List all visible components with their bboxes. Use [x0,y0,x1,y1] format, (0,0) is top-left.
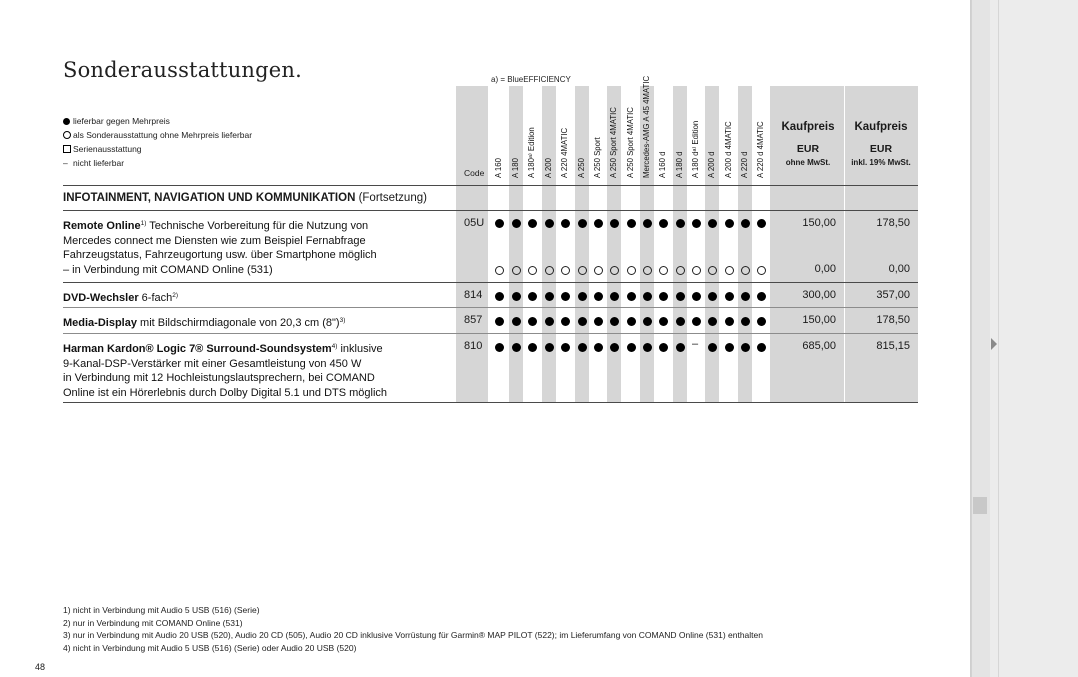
available-dot-icon [544,316,554,326]
available-dot-icon [626,316,636,326]
table-rule [63,402,918,403]
available-dot-icon [691,291,701,301]
available-dot-icon [675,218,685,228]
no-charge-circle-icon [609,265,619,275]
column-shade [705,86,719,403]
available-dot-icon [658,316,668,326]
no-charge-circle-icon [724,265,734,275]
available-dot-icon [511,342,521,352]
option-code: 05U [464,217,485,229]
no-charge-circle-icon [675,265,685,275]
available-dot-icon [658,342,668,352]
available-dot-icon [724,218,734,228]
available-dot-icon [626,342,636,352]
available-dot-icon [675,316,685,326]
available-dot-icon [642,316,652,326]
no-charge-circle-icon [560,265,570,275]
no-charge-circle-icon [527,265,537,275]
price-net: 150,00 [802,217,836,229]
filled-dot-icon [63,118,70,125]
price-net-header: Kaufpreis EUR ohne MwSt. [781,121,835,167]
option-code: 814 [464,289,483,301]
table-row: Remote Online$^{1)}$ Technische Vorbereitung für die Nutzung von Mercedes connect me Diensten wie zum Beispiel Fernabfrage Fahrzeugstatus, Fahrzeugortung usw. über Smartphone möglich – in Verbindung mit COMAND Online (531) [63,220,377,276]
available-dot-icon [707,291,717,301]
available-dot-icon [740,291,750,301]
price-gross: 357,00 [876,289,910,301]
available-dot-icon [577,291,587,301]
available-dot-icon [642,342,652,352]
legend-item: – nicht lieferbar [63,158,125,168]
price-net: 685,00 [802,340,836,352]
code-header: Code [464,168,485,178]
available-dot-icon [527,218,537,228]
open-circle-icon [63,131,71,139]
footnotes: 1) nicht in Verbindung mit Audio 5 USB (516) (Serie) 2) nur in Verbindung mit COMAND Online (531) 3) nur in Verbindung mit Audio 20 USB (520), Audio 20 CD (505), Audio 20 CD inklusive Vorrüstung für Garmin® MAP PILOT (522); im Lieferumfang von COMAND Online (531) enthalten 4) nicht in Verbindung mit Audio 5 USB (516) (Serie) oder Audio 20 USB (520) [63,605,763,653]
available-dot-icon [691,218,701,228]
available-dot-icon [756,218,766,228]
table-rule [63,307,918,308]
available-dot-icon [724,316,734,326]
available-dot-icon [675,291,685,301]
no-charge-circle-icon [626,265,636,275]
no-charge-circle-icon [707,265,717,275]
no-charge-circle-icon [577,265,587,275]
available-dot-icon [756,316,766,326]
option-code: 810 [464,340,483,352]
available-dot-icon [691,316,701,326]
no-charge-circle-icon [691,265,701,275]
available-dot-icon [494,291,504,301]
column-shade [575,86,589,403]
table-rule [63,210,918,211]
available-dot-icon [658,291,668,301]
no-charge-circle-icon [511,265,521,275]
divider [998,0,999,677]
available-dot-icon [642,218,652,228]
table-row: DVD-Wechsler 6-fach$^{2)}$ [63,292,179,304]
available-dot-icon [707,218,717,228]
available-dot-icon [593,291,603,301]
available-dot-icon [527,291,537,301]
available-dot-icon [724,291,734,301]
available-dot-icon [560,316,570,326]
available-dot-icon [544,218,554,228]
price-gross-header: Kaufpreis EUR inkl. 19% MwSt. [851,121,911,167]
next-page-arrow-icon[interactable] [991,338,997,350]
available-dot-icon [756,291,766,301]
available-dot-icon [560,342,570,352]
legend-item: Serienausstattung [63,142,252,156]
not-available-dash [691,342,701,352]
no-charge-circle-icon [756,265,766,275]
price-gross: 0,00 [888,263,910,275]
square-icon [63,145,71,153]
available-dot-icon [675,342,685,352]
available-dot-icon [658,218,668,228]
available-dot-icon [609,218,619,228]
page-number: 48 [35,662,46,672]
available-dot-icon [740,316,750,326]
available-dot-icon [577,218,587,228]
column-shade [673,86,687,403]
available-dot-icon [527,316,537,326]
price-gross: 178,50 [876,314,910,326]
price-net: 150,00 [802,314,836,326]
available-dot-icon [740,342,750,352]
option-code: 857 [464,314,483,326]
available-dot-icon [527,342,537,352]
table-row: Media-Display mit Bildschirmdiagonale von 20,3 cm (8")$^{3)}$ [63,317,346,329]
available-dot-icon [494,316,504,326]
column-shade [509,86,523,403]
available-dot-icon [560,218,570,228]
available-dot-icon [740,218,750,228]
no-charge-circle-icon [544,265,554,275]
available-dot-icon [544,291,554,301]
available-dot-icon [609,291,619,301]
available-dot-icon [544,342,554,352]
no-charge-circle-icon [658,265,668,275]
table-row: Harman Kardon® Logic 7® Surround-Soundsystem$^{4)}$ inklusive 9-Kanal-DSP-Verstärker mit einer Gesamtleistung von 450 W in Verbindung mit 12 Hochleistungslautsprechern, bei COMAND Online ist ein Hörerlebnis durch Dolby Digital 5.1 und DTS möglich [63,343,388,399]
available-dot-icon [724,342,734,352]
available-dot-icon [593,218,603,228]
available-dot-icon [707,316,717,326]
available-dot-icon [609,316,619,326]
page-title: Sonderausstattungen. [63,58,303,82]
column-shade [738,86,752,403]
code-column-shade [456,86,488,403]
available-dot-icon [494,342,504,352]
table-rule [63,333,918,334]
available-dot-icon [642,291,652,301]
price-gross: 178,50 [876,217,910,229]
available-dot-icon [707,342,717,352]
no-charge-circle-icon [494,265,504,275]
no-charge-circle-icon [593,265,603,275]
price-net: 0,00 [814,263,836,275]
available-dot-icon [593,316,603,326]
available-dot-icon [560,291,570,301]
available-dot-icon [511,291,521,301]
blueefficiency-note: a) = BlueEFFICIENCY [491,75,571,84]
legend-item: als Sonderausstattung ohne Mehrpreis lieferbar [63,128,252,142]
available-dot-icon [511,316,521,326]
available-dot-icon [577,342,587,352]
section-heading: INFOTAINMENT, NAVIGATION UND KOMMUNIKATION (Fortsetzung) [63,192,427,204]
column-shade [542,86,556,403]
document-page: Sonderausstattungen. lieferbar gegen Mehrpreis als Sonderausstattung ohne Mehrpreis lieferbar Serienausstattung – nicht lieferbar a) = BlueEFFICIENCY Code A 160 A 180 A 180ᵃ⁾ Edition A 200 A 220 4MATIC A 250 A 250 Sport A 250 Sport 4MATIC A 250 Sport 4MATIC Mercedes-AMG A 45 4MATIC A 160 d A 180 d A 180 dᵃ⁾ Edition A 200 d A 200 d 4MATIC A 220 d A 220 d 4MATIC Kaufpreis EUR ohne MwSt. Kaufpreis EUR inkl. 19% MwSt. INFOTAINMENT, NAVIGATION UND KOMMUNIKATION (Fortsetzung) Remote Online$^{1)}$ Technische Vorbereitung für die Nutzung von Mercedes connect me Diensten wie zum Beispiel Fernabfrage Fahrzeugstatus, Fahrzeugortung usw. über Smartphone möglich – in Verbindung mit COMAND Online (531) 05U 150,00 178,50 0,00 0,00 DVD-Wechsler 6-fach$^{2)}$ 814 300,00 357,00 Media-Display mit Bildschirmdiagonale von 20,3 cm (8")$^{3)}$ 857 150,00 178,50 Harman Kardon® Logic 7® Surround-Soundsystem$^{4)}$ inklusive 9-Kanal-DSP-Verstärker mit einer Gesamtleistung von 450 W in Verbindung mit 12 Hochleistungslautsprechern, bei COMAND Online ist ein Hörerlebnis durch Dolby Digital 5.1 und DTS möglich 810 685,00 815,15 – 1) nicht in Verbindung mit Audio 5 USB (516) (Serie) 2) nur in Verbindung mit COMAND Online (531) 3) nur in Verbindung mit Audio 20 USB (520), Audio 20 CD (505), Audio 20 CD inklusive Vorrüstung für Garmin® MAP PILOT (522); im Lieferumfang von COMAND Online (531) enthalten 4) nicht in Verbindung mit Audio 5 USB (516) (Serie) oder Audio 20 USB (520) 48 [0,0,971,677]
available-dot-icon [756,342,766,352]
available-dot-icon [626,218,636,228]
table-rule [63,185,918,186]
available-dot-icon [511,218,521,228]
no-charge-circle-icon [642,265,652,275]
price-gross: 815,15 [876,340,910,352]
price-net: 300,00 [802,289,836,301]
available-dot-icon [626,291,636,301]
vertical-scrollbar[interactable] [971,0,990,677]
no-charge-circle-icon [740,265,750,275]
scrollbar-thumb[interactable] [973,497,987,514]
legend [63,114,252,170]
available-dot-icon [494,218,504,228]
available-dot-icon [577,316,587,326]
legend-item: lieferbar gegen Mehrpreis [63,114,252,128]
table-rule [63,282,918,283]
available-dot-icon [593,342,603,352]
available-dot-icon [609,342,619,352]
